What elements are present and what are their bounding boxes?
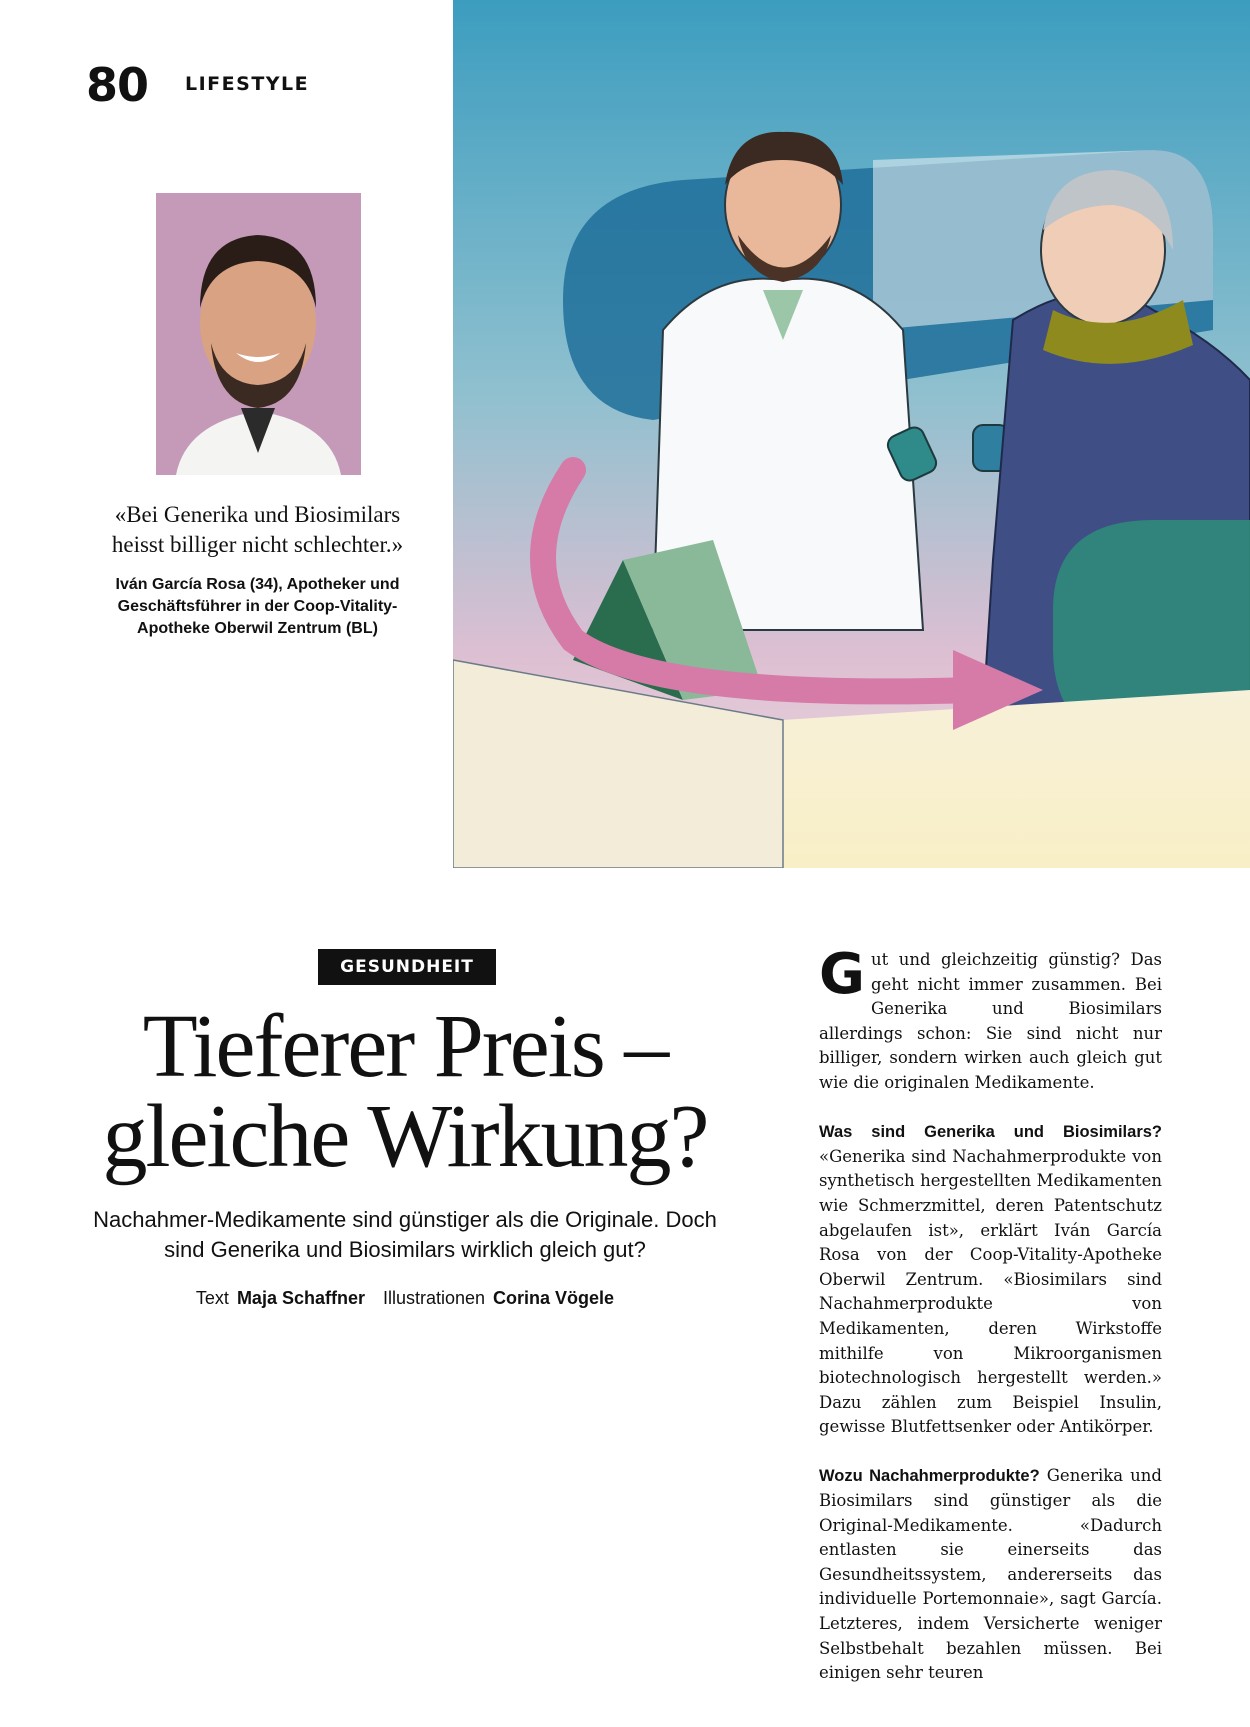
drop-cap: G [819, 942, 865, 1007]
page-number: 80 [86, 58, 149, 112]
byline [90, 1288, 720, 1309]
article-headline [60, 997, 750, 1186]
paragraph-generika-text: «Generika sind Nachahmerprodukte von synthetisch hergestellten Medikamenten wie Schmerzmittel, deren Patentschutz abgelaufen ist», erklärt Iván García Rosa von der Coop-Vitality-Apotheke Oberwil Zentrum. «Biosimilars sind Nachahmerprodukte von Medikamenten, deren Wirkstoffe mithilfe von Mikroorganismen biotechnologisch hergestellt werden.» Dazu zählen zum Beispiel Insulin, gewisse Blutfettsenker oder Antikörper. [819, 1146, 1162, 1437]
article-deck: Nachahmer-Medikamente sind günstiger als die Originale. Doch sind Generika und Biosimilars wirklich gleich gut? [93, 1207, 717, 1262]
paragraph-nachahmer-text: Generika und Biosimilars sind günstiger als die Original-Medikamente. «Dadurch entlasten sie einerseits das Gesundheitssystem, andererseits das individuelle Portemonnaie», sagt García. Letzteres, indem Versicherte weniger Selbstbehalt bezahlen müssen. Bei einigen sehr teuren [819, 1466, 1162, 1683]
headline-line-2: gleiche Wirkung? [102, 1087, 708, 1186]
intro-text: ut und gleichzeitig günstig? Das geht nicht immer zusammen. Bei Generika und Biosimilars allerdings schon: Sie sind nicht nur billiger, sondern wirken auch gleich gut wie die originalen Medikamente. [819, 950, 1162, 1092]
article-body [819, 942, 1162, 1710]
byline-author: Maja Schaffner [236, 1288, 365, 1308]
pull-quote: «Bei Generika und Biosimilars heisst billiger nicht schlechter.» [111, 502, 404, 557]
paragraph-nachahmer-lead: Wozu Nachahmerprodukte? [819, 1467, 1040, 1486]
quote-credit: Iván García Rosa (34), Apotheker und Geschäftsführer in der Coop-Vitality-Apotheke Oberwil Zentrum (BL) [115, 576, 400, 637]
byline-illustration-label: Illustrationen [382, 1288, 486, 1308]
intro-paragraph [819, 942, 1162, 1096]
section-label: LIFESTYLE [185, 73, 310, 95]
headline-line-1: Tieferer Preis – [142, 997, 668, 1096]
pharmacy-illustration [453, 0, 1250, 868]
byline-text-label: Text [195, 1288, 229, 1308]
portrait-photo [156, 193, 361, 475]
paragraph-generika-lead: Was sind Generika und Biosimilars? [819, 1123, 1162, 1142]
paragraph-nachahmer [819, 1464, 1162, 1685]
paragraph-generika [819, 1120, 1162, 1440]
byline-illustrator: Corina Vögele [493, 1288, 615, 1308]
section-kicker: GESUNDHEIT [318, 949, 496, 985]
